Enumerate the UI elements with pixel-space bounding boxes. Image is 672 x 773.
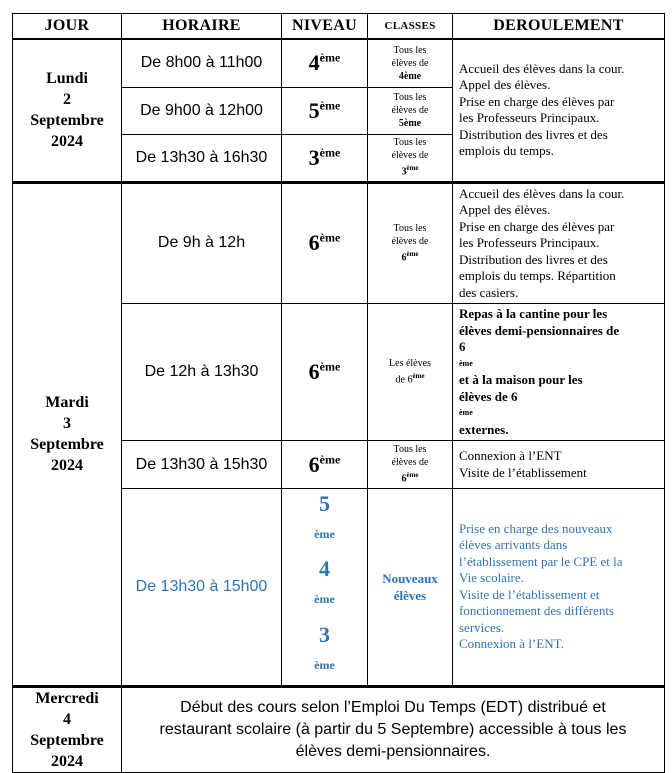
classes-line: Tous les (393, 444, 427, 456)
mercredi-line: restaurant scolaire (à partir du 5 Septembre) accessible à tous les (159, 720, 627, 738)
level-entry (282, 620, 367, 685)
level-number: 4 (308, 50, 320, 76)
deroulement-line: Prise en charge des élèves par (459, 93, 615, 109)
classes-level (368, 248, 452, 264)
day-month: Septembre (30, 112, 104, 130)
deroulement-line: Distribution des livres et des (459, 251, 608, 267)
classes-line: élèves de (391, 236, 429, 248)
deroulement-text: 6 (459, 339, 466, 354)
day-year: 2024 (51, 133, 83, 151)
deroulement-line: Prise en charge des nouveaux (459, 520, 613, 536)
deroulement-cell-repas (453, 304, 665, 441)
classes-line: Tous les (393, 92, 427, 103)
lundi-row-1 (13, 39, 665, 87)
level-cell (282, 87, 368, 134)
deroulement-cell-nouveaux (453, 489, 665, 687)
deroulement-line: élèves arrivants dans (459, 537, 568, 553)
time-cell: De 12h à 13h30 (122, 304, 282, 441)
deroulement-line: Appel des élèves. (459, 202, 551, 217)
day-number: 2 (63, 91, 71, 109)
time-cell: De 13h30 à 15h00 (122, 489, 282, 687)
level-number: 6 (308, 359, 320, 384)
deroulement-text: externes. (459, 421, 509, 437)
deroulement-line: les Professeurs Principaux. (459, 235, 600, 250)
mardi-row-1 (13, 182, 665, 304)
day-cell-mardi (13, 182, 122, 686)
deroulement-line: les Professeurs Principaux. (459, 110, 600, 126)
classes-cell (368, 304, 453, 441)
schedule-table (12, 13, 665, 773)
classes-level-suffix: ème (412, 372, 425, 381)
day-year: 2024 (51, 752, 83, 770)
level-cell (282, 182, 368, 304)
day-cell-mercredi (13, 686, 122, 772)
mercredi-line: Début des cours selon l’Emploi Du Temps (EDT) distribué et (180, 698, 606, 716)
level-suffix: ème (319, 145, 341, 160)
day-month: Septembre (30, 731, 104, 749)
level-cell-multi (282, 489, 368, 687)
header-deroulement: DEROULEMENT (453, 14, 665, 40)
deroulement-line (459, 339, 658, 389)
deroulement-line: Repas à la cantine pour les (459, 306, 608, 321)
classes-line: Nouveaux (382, 570, 438, 586)
deroulement-line: services. (459, 619, 505, 635)
deroulement-line (459, 389, 658, 439)
classes-level: 4ème (398, 70, 422, 82)
header-niveau: NIVEAU (282, 14, 368, 40)
deroulement-line: Appel des élèves. (459, 77, 551, 93)
level-suffix: ème (319, 98, 341, 113)
level-suffix: ème (319, 50, 341, 65)
deroulement-suffix: ème (459, 408, 473, 417)
level-number: 6 (308, 230, 320, 256)
classes-cell (368, 182, 453, 304)
classes-level (368, 162, 452, 178)
level-suffix: ème (319, 359, 341, 374)
deroulement-line: Distribution des livres et des (459, 126, 608, 142)
deroulement-line: Vie scolaire. (459, 570, 524, 586)
deroulement-line: élèves demi-pensionnaires de (459, 322, 620, 338)
day-cell-lundi (13, 39, 122, 182)
classes-line: élèves de (391, 457, 429, 469)
classes-line: Tous les (393, 44, 427, 56)
level-suffix: ème (319, 452, 341, 467)
classes-line: élèves (393, 587, 427, 603)
deroulement-text: et à la maison pour les (459, 372, 583, 387)
classes-cell (368, 87, 453, 134)
deroulement-line: Prise en charge des élèves par (459, 218, 615, 234)
time-cell: De 13h30 à 16h30 (122, 134, 282, 182)
classes-level-suffix: ème (406, 164, 419, 173)
classes-level-number: 6 (401, 252, 407, 264)
deroulement-line: fonctionnement des différents (459, 603, 614, 619)
time-cell: De 9h à 12h (122, 182, 282, 304)
deroulement-line: Visite de l’établissement (459, 464, 587, 480)
deroulement-cell-lundi (453, 39, 665, 182)
header-row (13, 14, 665, 40)
level-entry (282, 554, 367, 619)
day-year: 2024 (51, 457, 83, 475)
deroulement-cell (453, 182, 665, 304)
day-name: Mercredi (35, 689, 99, 707)
day-name: Lundi (46, 70, 88, 88)
level-suffix: ème (314, 527, 335, 541)
classes-line: Tous les (393, 223, 427, 235)
deroulement-line: Accueil des élèves dans la cour. (459, 185, 625, 201)
classes-level-suffix: ème (406, 250, 419, 259)
deroulement-line: Connexion à l’ENT. (459, 636, 564, 652)
classes-cell (368, 39, 453, 87)
level-number: 4 (319, 556, 330, 582)
header-classes: CLASSES (368, 14, 453, 40)
level-number: 5 (319, 491, 330, 516)
classes-line: élèves de (391, 150, 429, 162)
classes-text: de 6 (395, 374, 413, 386)
deroulement-line: l’établissement par le CPE et la (459, 553, 623, 569)
level-number: 3 (319, 621, 330, 647)
mercredi-line: élèves demi-pensionnaires. (295, 742, 491, 760)
level-cell (282, 304, 368, 441)
level-number: 5 (308, 97, 320, 123)
day-month: Septembre (30, 436, 104, 454)
mercredi-info-cell (122, 686, 665, 772)
deroulement-line: Accueil des élèves dans la cour. (459, 60, 625, 76)
deroulement-line: des casiers. (459, 284, 519, 300)
level-suffix: ème (314, 592, 335, 607)
level-suffix: ème (319, 230, 341, 245)
deroulement-line: Connexion à l’ENT (459, 448, 562, 463)
time-cell: De 9h00 à 12h00 (122, 87, 282, 134)
level-entry (282, 489, 367, 554)
mercredi-row (13, 686, 665, 772)
level-cell (282, 39, 368, 87)
classes-level (368, 469, 452, 485)
classes-line: Tous les (393, 137, 427, 149)
deroulement-line: emplois du temps. Répartition (459, 268, 616, 283)
classes-line (368, 370, 452, 386)
classes-level-suffix: ème (406, 471, 419, 480)
deroulement-line: Visite de l’établissement et (459, 586, 600, 602)
day-number: 4 (63, 710, 71, 728)
time-cell: De 8h00 à 11h00 (122, 39, 282, 87)
day-name: Mardi (45, 394, 89, 412)
classes-line: élèves de (391, 105, 429, 116)
header-horaire: HORAIRE (122, 14, 282, 40)
classes-cell (368, 134, 453, 182)
level-number: 3 (308, 144, 320, 170)
deroulement-line: emplois du temps. (459, 143, 554, 159)
deroulement-text: élèves de 6 (459, 388, 518, 404)
deroulement-cell (453, 441, 665, 489)
classes-line: Les élèves (389, 358, 431, 370)
deroulement-suffix: ème (459, 358, 473, 368)
header-jour: JOUR (13, 14, 122, 40)
level-cell (282, 134, 368, 182)
level-suffix: ème (314, 657, 335, 672)
classes-level-number: 6 (401, 473, 407, 485)
level-cell (282, 441, 368, 489)
classes-line: élèves de (391, 57, 429, 69)
classes-level: 5ème (398, 118, 422, 129)
day-number: 3 (63, 415, 71, 433)
level-number: 6 (308, 451, 320, 477)
classes-level-number: 3 (401, 166, 407, 178)
time-cell: De 13h30 à 15h30 (122, 441, 282, 489)
classes-cell (368, 489, 453, 687)
classes-cell (368, 441, 453, 489)
